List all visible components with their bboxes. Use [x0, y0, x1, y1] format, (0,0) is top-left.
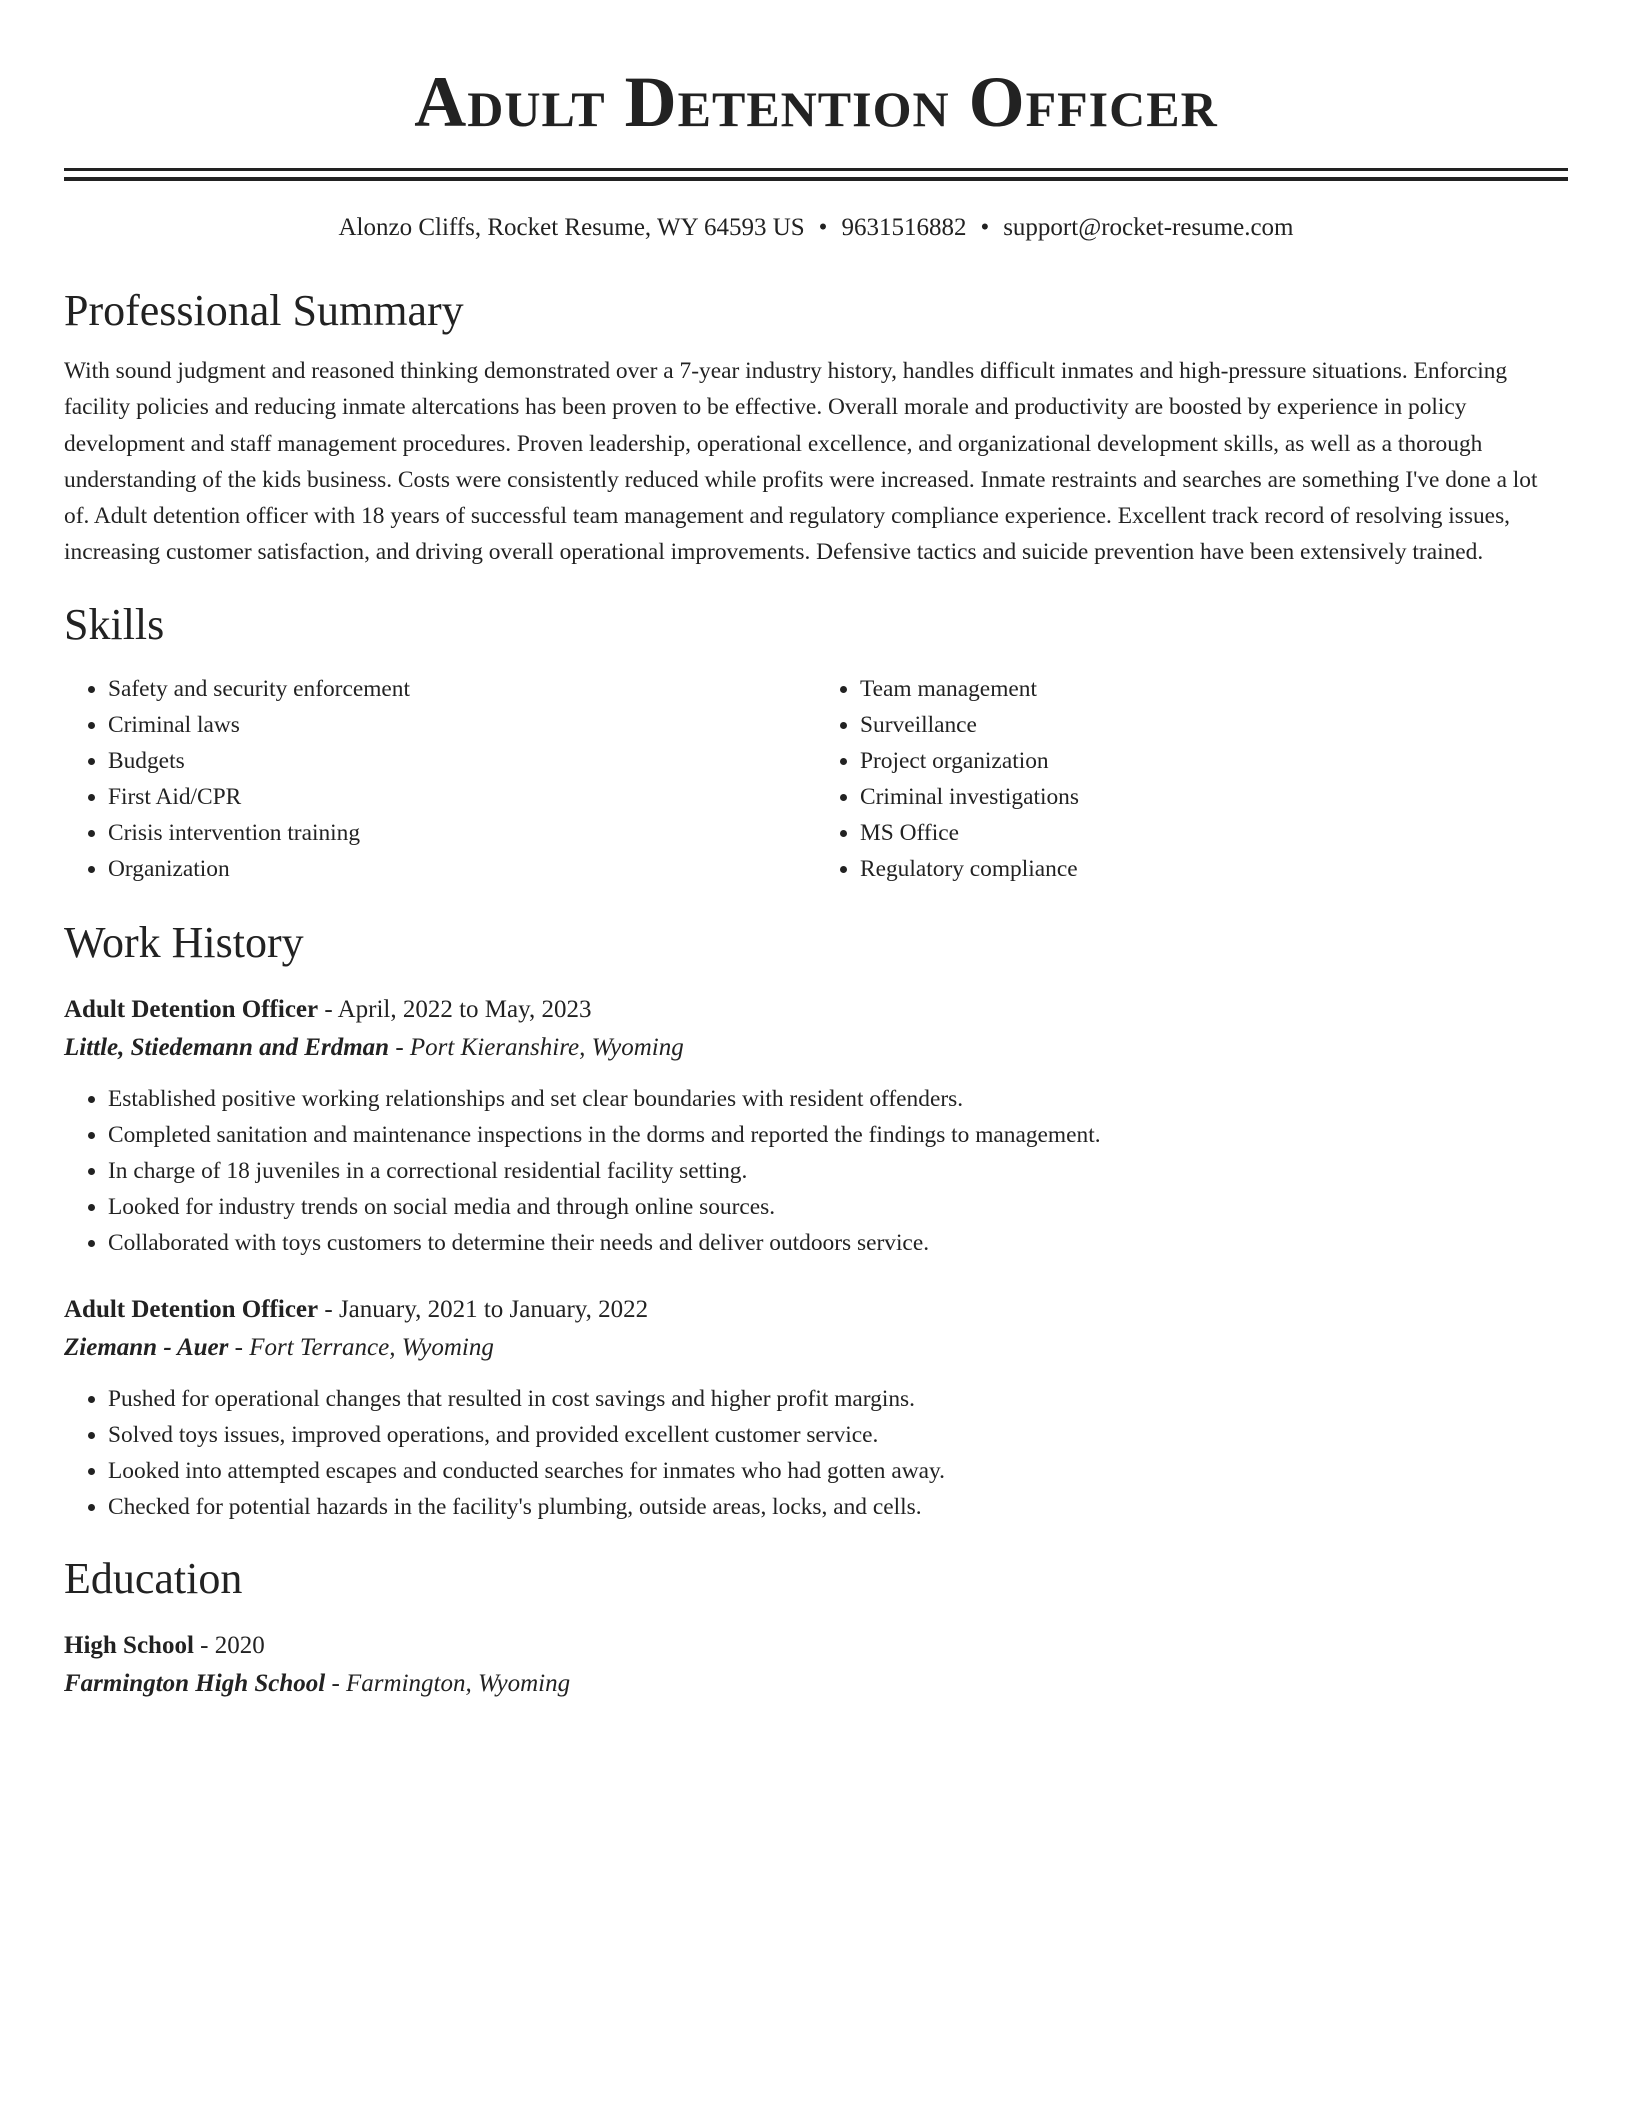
skill-item: • Team management	[860, 671, 1568, 707]
summary-text: With sound judgment and reasoned thinking demonstrated over a 7-year industry history, handles difficult inmates and high-pressure situations. Enforcing facility policies and reducing inmate altercations has been proven to be effective. Overall morale and productivity are boosted by experience in policy development and staff management procedures. Proven leadership, operational excellence, and organizational development skills, as well as a thorough understanding of the kids business. Costs were consistently reduced while profits were increased. Inmate restraints and searches are something I've done a lot of. Adult detention officer with 18 years of successful team management and regulatory compliance experience. Excellent track record of resolving issues, increasing customer satisfaction, and driving overall operational improvements. Defensive tactics and suicide prevention have been extensively trained.	[64, 358, 1538, 566]
skill-item: • Project organization	[860, 743, 1568, 779]
contact-email: support@rocket-resume.com	[1003, 214, 1294, 241]
skills-list	[64, 671, 1568, 887]
job-company: Little, Stiedemann and Erdman	[64, 1033, 390, 1061]
job-entry	[64, 1291, 1568, 1525]
contact-separator: •	[980, 214, 990, 241]
resume-name-title: Adult Detention Officer	[414, 62, 1218, 142]
duty-item: • Collaborated with toys customers to determine their needs and deliver outdoors service.	[108, 1225, 1568, 1261]
duty-item: • Looked into attempted escapes and conducted searches for inmates who had gotten away.	[108, 1453, 1568, 1489]
summary-heading: Professional Summary	[64, 286, 464, 335]
job-location: - Port Kieranshire, Wyoming	[389, 1033, 684, 1061]
job-dates: - April, 2022 to May, 2023	[318, 995, 592, 1023]
job-title-line	[64, 1291, 1568, 1329]
skill-item: • Crisis intervention training	[108, 815, 816, 851]
duty-item: • Looked for industry trends on social media and through online sources.	[108, 1189, 1568, 1225]
job-role: Adult Detention Officer	[64, 995, 319, 1023]
job-entry	[64, 991, 1568, 1261]
duty-item: • Solved toys issues, improved operations, and provided excellent customer service.	[108, 1417, 1568, 1453]
duty-item: • Pushed for operational changes that resulted in cost savings and higher profit margins.	[108, 1381, 1568, 1417]
header-rule-bottom	[64, 177, 1568, 181]
job-role: Adult Detention Officer	[64, 1295, 319, 1323]
skill-item: • Surveillance	[860, 707, 1568, 743]
duty-item: • Established positive working relationships and set clear boundaries with resident offenders.	[108, 1081, 1568, 1117]
skill-item: • Safety and security enforcement	[108, 671, 816, 707]
skill-item: • Organization	[108, 851, 816, 887]
duty-item: • In charge of 18 juveniles in a correctional residential facility setting.	[108, 1153, 1568, 1189]
education-location: - Farmington, Wyoming	[325, 1669, 571, 1697]
header-rule-top	[64, 168, 1568, 171]
skills-heading: Skills	[64, 599, 165, 649]
duty-item: • Completed sanitation and maintenance inspections in the dorms and reported the findings to management.	[108, 1117, 1568, 1153]
job-duties-list	[64, 1381, 1568, 1525]
contact-address: Alonzo Cliffs, Rocket Resume, WY 64593 US	[338, 214, 805, 241]
skill-item: • Budgets	[108, 743, 816, 779]
work-history-heading: Work History	[64, 917, 304, 967]
job-location: - Fort Terrance, Wyoming	[228, 1333, 494, 1361]
education-year: - 2020	[193, 1631, 265, 1659]
job-company: Ziemann - Auer	[64, 1333, 229, 1361]
education-school-line	[64, 1665, 1568, 1703]
job-company-line	[64, 1029, 1568, 1067]
contact-separator: •	[818, 214, 828, 241]
skill-item: • MS Office	[860, 815, 1568, 851]
job-dates: - January, 2021 to January, 2022	[318, 1295, 649, 1323]
skills-column-right	[816, 671, 1568, 887]
job-duties-list	[64, 1081, 1568, 1261]
skill-item: • Criminal laws	[108, 707, 816, 743]
contact-phone: 9631516882	[841, 214, 967, 241]
education-degree-line	[64, 1627, 1568, 1665]
education-entry	[64, 1627, 1568, 1703]
education-heading: Education	[64, 1553, 243, 1603]
duty-item: • Checked for potential hazards in the facility's plumbing, outside areas, locks, and cells.	[108, 1489, 1568, 1525]
job-company-line	[64, 1329, 1568, 1367]
job-title-line	[64, 991, 1568, 1029]
contact-line	[64, 211, 1568, 245]
education-degree: High School	[64, 1631, 194, 1659]
skill-item: • First Aid/CPR	[108, 779, 816, 815]
skills-column-left	[64, 671, 816, 887]
education-school: Farmington High School	[64, 1669, 326, 1697]
skill-item: • Regulatory compliance	[860, 851, 1568, 887]
skill-item: • Criminal investigations	[860, 779, 1568, 815]
